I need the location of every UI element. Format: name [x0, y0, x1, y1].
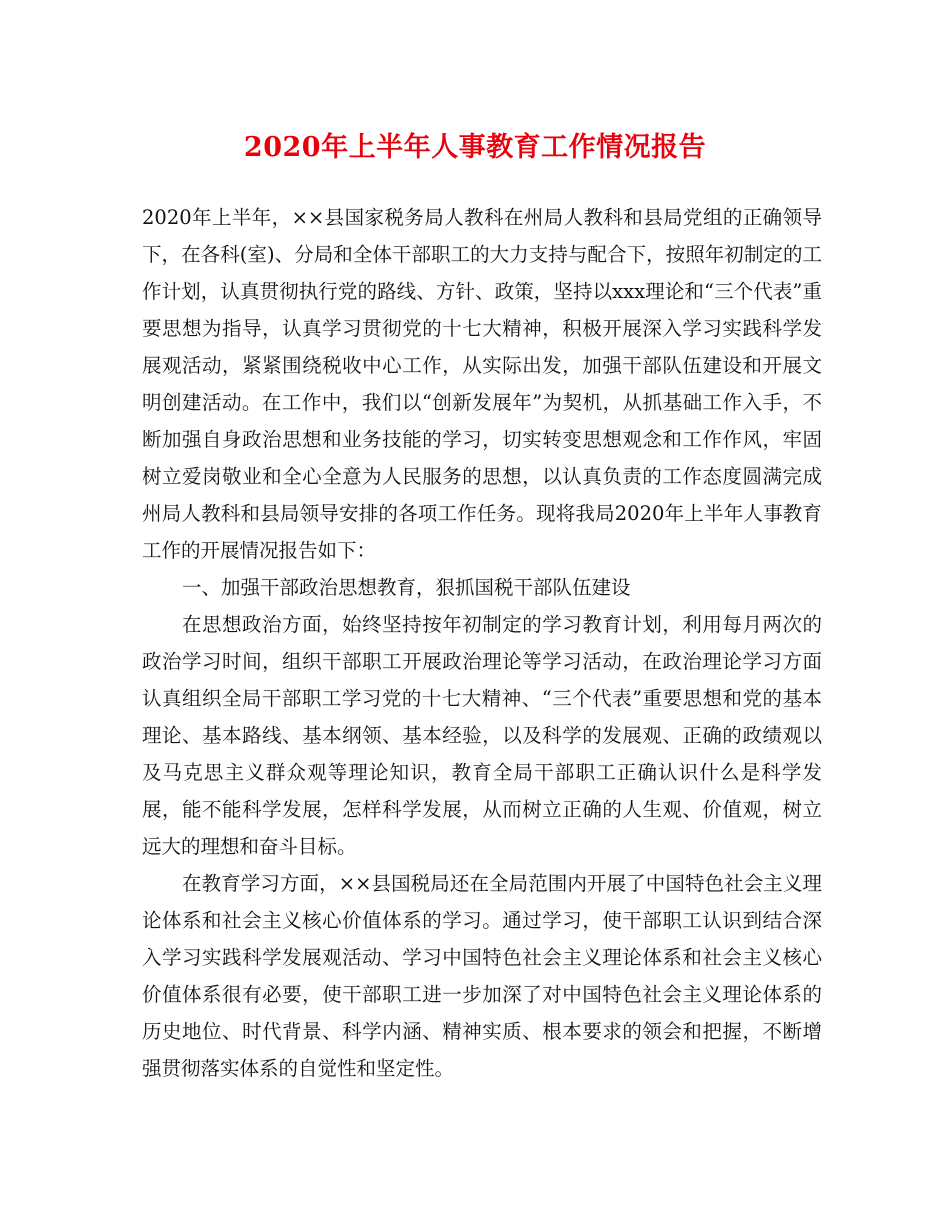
- paragraph-political-thought: 在思想政治方面，始终坚持按年初制定的学习教育计划，利用每月两次的政治学习时间，组织干部职工开展政治理论等学习活动，在政治理论学习方面认真组织全局干部职工学习党的十七大精神、“三个代表”重要思想和党的基本理论、基本路线、基本纲领、基本经验，以及科学的发展观、正确的政绩观以及马克思主义群众观等理论知识，教育全局干部职工正确认识什么是科学发展，能不能科学发展，怎样科学发展，从而树立正确的人生观、价值观，树立远大的理想和奋斗目标。: [142, 613, 822, 858]
- document-title: 2020年上半年人事教育工作情况报告: [243, 132, 707, 163]
- paragraph-education-study: 在教育学习方面，××县国税局还在全局范围内开展了中国特色社会主义理论体系和社会主义核心价值体系的学习。通过学习，使干部职工认识到结合深入学习实践科学发展观活动、学习中国特色社会主义理论体系和社会主义核心价值体系很有必要，使干部职工进一步加深了对中国特色社会主义理论体系的历史地位、时代背景、科学内涵、精神实质、根本要求的领会和把握，不断增强贯彻落实体系的自觉性和坚定性。: [142, 872, 822, 1080]
- document-body: [142, 199, 822, 1087]
- section-heading-1: 一、加强干部政治思想教育，狠抓国税干部队伍建设: [182, 576, 631, 599]
- intro-paragraph: 2020年上半年，××县国家税务局人教科在州局人教科和县局党组的正确领导下，在各科(室)、分局和全体干部职工的大力支持与配合下，按照年初制定的工作计划，认真贯彻执行党的路线、方针、政策，坚持以xxx理论和“三个代表”重要思想为指导，认真学习贯彻党的十七大精神，积极开展深入学习实践科学发展观活动，紧紧围绕税收中心工作，从实际出发，加强干部队伍建设和开展文明创建活动。在工作中，我们以“创新发展年”为契机，从抓基础工作入手，不断加强自身政治思想和业务技能的学习，切实转变思想观念和工作作风，牢固树立爱岗敬业和全心全意为人民服务的思想，以认真负责的工作态度圆满完成州局人教科和县局领导安排的各项工作任务。现将我局2020年上半年人事教育工作的开展情况报告如下：: [142, 206, 822, 562]
